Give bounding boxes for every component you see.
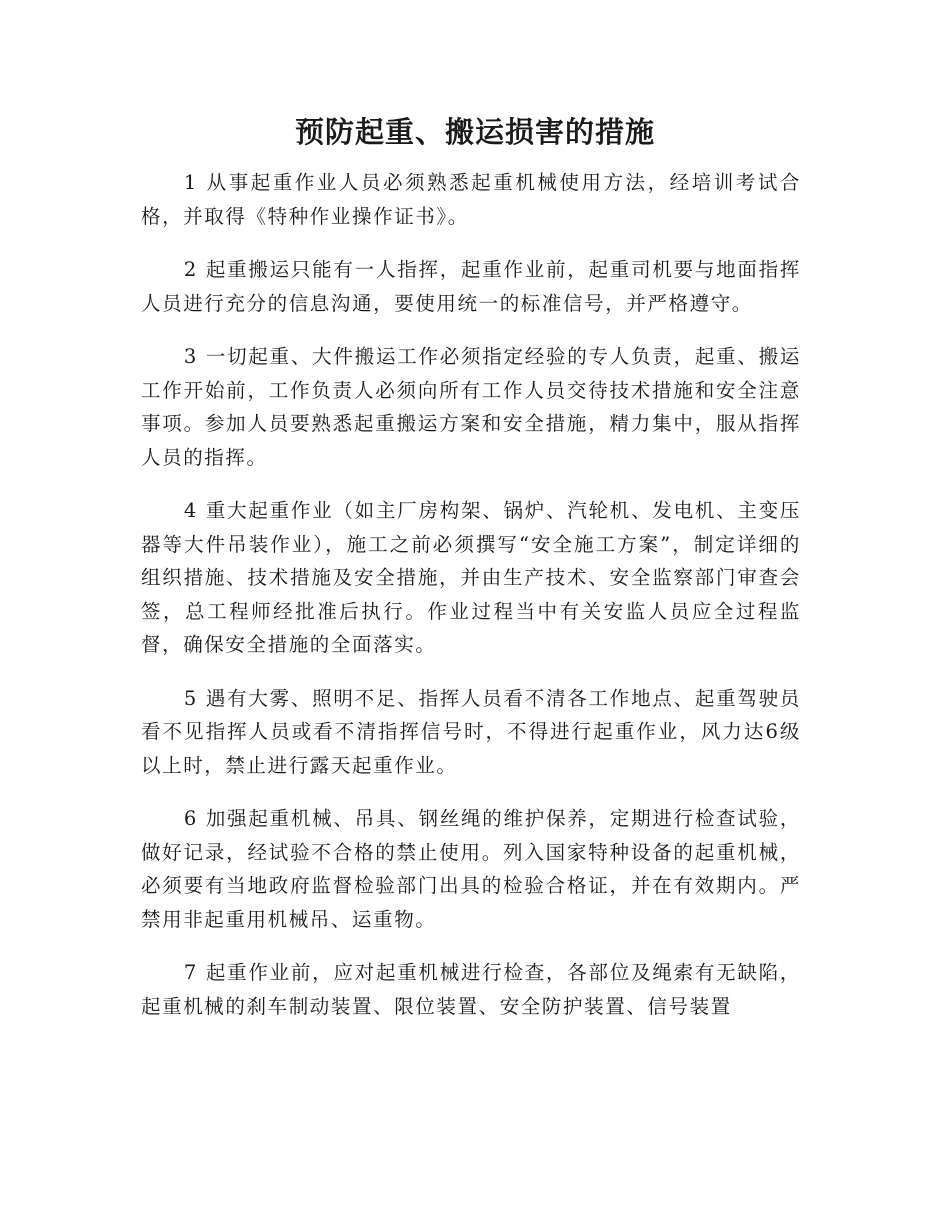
paragraph-2: 2 起重搬运只能有一人指挥，起重作业前，起重司机要与地面指挥人员进行充分的信息沟通，要使用统一的标准信号，并严格遵守。 <box>141 258 801 315</box>
document-body <box>141 166 801 1043</box>
paragraph-3: 3 一切起重、大件搬运工作必须指定经验的专人负责，起重、搬运工作开始前，工作负责人必须向所有工作人员交待技术措施和安全注意事项。参加人员要熟悉起重搬运方案和安全措施，精力集中，服从指挥人员的指挥。 <box>141 345 801 469</box>
paragraph-7: 7 起重作业前，应对起重机械进行检查，各部位及绳索有无缺陷，起重机械的刹车制动装置、限位装置、安全防护装置、信号装置 <box>141 961 801 1018</box>
page-title: 预防起重、搬运损害的措施 <box>294 115 655 149</box>
paragraph-6: 6 加强起重机械、吊具、钢丝绳的维护保养，定期进行检查试验，做好记录，经试验不合格的禁止使用。列入国家特种设备的起重机械，必须要有当地政府监督检验部门出具的检验合格证，并在有效期内。严禁用非起重用机械吊、运重物。 <box>141 807 801 931</box>
paragraph-4: 4 重大起重作业（如主厂房构架、锅炉、汽轮机、发电机、主变压器等大件吊装作业），施工之前必须撰写“安全施工方案”，制定详细的组织措施、技术措施及安全措施，并由生产技术、安全监察部门审查会签，总工程师经批准后执行。作业过程当中有关安监人员应全过程监督，确保安全措施的全面落实。 <box>141 499 801 656</box>
paragraph-1: 1 从事起重作业人员必须熟悉起重机械使用方法，经培训考试合格，并取得《特种作业操作证书》。 <box>141 171 801 228</box>
paragraph-5: 5 遇有大雾、照明不足、指挥人员看不清各工作地点、起重驾驶员看不见指挥人员或看不清指挥信号时，不得进行起重作业，风力达6级以上时，禁止进行露天起重作业。 <box>141 686 801 777</box>
